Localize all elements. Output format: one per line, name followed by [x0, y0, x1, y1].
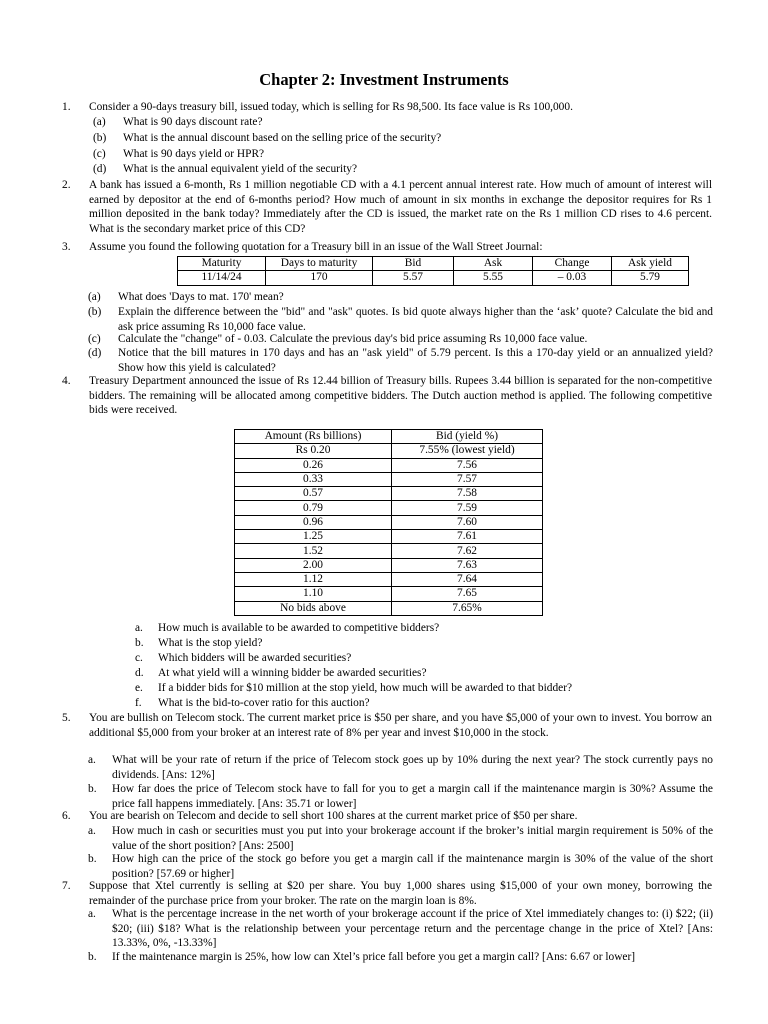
sub-text: If a bidder bids for $10 million at the stop yield, how much will be awarded to that bidder?: [158, 682, 573, 694]
q1-sub-d: [93, 162, 713, 177]
sub-label: (b): [88, 306, 102, 318]
question-5: [62, 711, 712, 740]
table-cell: 11/14/24: [178, 271, 266, 285]
sub-label: (b): [93, 132, 107, 144]
q6-sub-b: [88, 852, 713, 881]
bids-table: [234, 429, 543, 616]
sub-label: b.: [88, 951, 97, 963]
table-cell: 7.63: [392, 558, 543, 572]
table-cell: 0.57: [235, 487, 392, 501]
question-7: [62, 879, 712, 908]
question-number: 5.: [62, 712, 71, 724]
q5-sub-b: [88, 782, 713, 811]
table-row: [235, 501, 543, 515]
q7-sub-b: [88, 950, 713, 965]
table-row: [235, 444, 543, 458]
sub-text: Explain the difference between the "bid" and "ask" quotes. Is bid quote always higher than the ‘ask’ quote? Calculate the bid and ask price assuming Rs 10,000 face value.: [118, 306, 713, 333]
table-header-row: [178, 257, 689, 271]
sub-label: (c): [93, 148, 106, 160]
question-text: You are bullish on Telecom stock. The current market price is $50 per share, and you have $5,000 of your own to invest. You borrow an additional $5,000 from your broker at an interest rate of 8% per year and invest $10,000 in the stock.: [89, 712, 712, 739]
table-header: Ask: [454, 257, 533, 271]
table-cell: 5.57: [373, 271, 454, 285]
q4-sub-d: [135, 666, 715, 681]
table-cell: 1.12: [235, 572, 392, 586]
question-text: A bank has issued a 6-month, Rs 1 million negotiable CD with a 4.1 percent annual interest rate. How much of amount of interest will earned by depositor at the end of 6-months period? How much of amount in six months in exchange the depositor requires for Rs 1 million deposited in the bank today? Immediately after the CD is issued, the market rate on the Rs 1 million CD rises to 4.6 percent. What is the secondary market price of this CD?: [89, 179, 712, 235]
table-row: [235, 458, 543, 472]
question-number: 4.: [62, 375, 71, 387]
sub-text: Calculate the "change" of - 0.03. Calculate the previous day's bid price assuming Rs 10,000 face value.: [118, 333, 588, 345]
table-cell: – 0.03: [533, 271, 612, 285]
q4-sub-c: [135, 651, 715, 666]
table-cell: 7.65: [392, 587, 543, 601]
table-cell: 1.10: [235, 587, 392, 601]
q3-sub-d: [88, 346, 713, 375]
sub-text: What does 'Days to mat. 170' mean?: [118, 291, 284, 303]
sub-text: How far does the price of Telecom stock have to fall for you to get a margin call if the maintenance margin is 30%? Assume the price fall happens immediately. [Ans: 35.71 or lower]: [112, 783, 713, 810]
sub-text: What is the annual equivalent yield of the security?: [123, 163, 358, 175]
q1-sub-b: [93, 131, 713, 146]
sub-label: a.: [135, 622, 143, 634]
q4-sub-e: [135, 681, 715, 696]
sub-text: What will be your rate of return if the price of Telecom stock goes up by 10% during the next year? The stock currently pays no dividends. [Ans: 12%]: [112, 754, 713, 781]
q7-sub-a: [88, 907, 713, 951]
question-text: Treasury Department announced the issue of Rs 12.44 billion of Treasury bills. Rupees 3.44 billion is separated for the non-competitive bidders. The remaining will be allocated among competitive bidders. The Dutch auction method is applied. The following competitive bids were received.: [89, 375, 712, 417]
sub-label: d.: [135, 667, 144, 679]
question-number: 6.: [62, 810, 71, 822]
table-cell: 170: [266, 271, 373, 285]
question-number: 7.: [62, 880, 71, 892]
table-cell: 7.61: [392, 530, 543, 544]
sub-label: (d): [88, 347, 102, 359]
table-row: [235, 530, 543, 544]
table-header: Maturity: [178, 257, 266, 271]
sub-text: If the maintenance margin is 25%, how low can Xtel’s price fall before you get a margin call? [Ans: 6.67 or lower]: [112, 951, 636, 963]
sub-text: At what yield will a winning bidder be awarded securities?: [158, 667, 427, 679]
table-cell: 7.57: [392, 472, 543, 486]
table-row: [178, 271, 689, 285]
sub-label: (a): [88, 291, 101, 303]
q1-sub-c: [93, 147, 713, 162]
table-header: Bid: [373, 257, 454, 271]
table-header-row: [235, 430, 543, 444]
question-text: Consider a 90-days treasury bill, issued today, which is selling for Rs 98,500. Its face value is Rs 100,000.: [89, 101, 573, 113]
sub-label: a.: [88, 825, 96, 837]
table-cell: 7.64: [392, 572, 543, 586]
table-row: [235, 544, 543, 558]
table-cell: 5.79: [612, 271, 689, 285]
sub-text: What is 90 days discount rate?: [123, 116, 263, 128]
sub-label: (a): [93, 116, 106, 128]
table-header: Days to maturity: [266, 257, 373, 271]
q4-sub-a: [135, 621, 715, 636]
q1-sub-a: [93, 115, 713, 130]
table-header: Amount (Rs billions): [235, 430, 392, 444]
table-row: [235, 515, 543, 529]
question-number: 2.: [62, 179, 71, 191]
table-cell: 0.79: [235, 501, 392, 515]
table-cell: 7.62: [392, 544, 543, 558]
table-cell: 7.60: [392, 515, 543, 529]
q3-sub-b: [88, 305, 713, 334]
table-cell: 7.65%: [392, 601, 543, 615]
sub-label: a.: [88, 754, 96, 766]
table-cell: 5.55: [454, 271, 533, 285]
q3-sub-a: [88, 290, 713, 305]
question-text: Assume you found the following quotation for a Treasury bill in an issue of the Wall Street Journal:: [89, 241, 543, 253]
sub-text: How much is available to be awarded to competitive bidders?: [158, 622, 440, 634]
sub-label: b.: [135, 637, 144, 649]
sub-label: b.: [88, 853, 97, 865]
table-row: [235, 587, 543, 601]
question-number: 1.: [62, 101, 71, 113]
sub-text: How much in cash or securities must you put into your brokerage account if the broker’s initial margin requirement is 50% of the value of the short position? [Ans: 2500]: [112, 825, 713, 852]
table-row: [235, 487, 543, 501]
q6-sub-a: [88, 824, 713, 853]
table-header: Ask yield: [612, 257, 689, 271]
table-cell: 0.26: [235, 458, 392, 472]
sub-text: Which bidders will be awarded securities?: [158, 652, 352, 664]
table-cell: No bids above: [235, 601, 392, 615]
table-row: [235, 558, 543, 572]
sub-text: Notice that the bill matures in 170 days and has an "ask yield" of 5.79 percent. Is this a 170-day yield or an annualized yield? Show how this yield is calculated?: [118, 347, 713, 374]
table-cell: 1.52: [235, 544, 392, 558]
question-2: [62, 178, 712, 236]
q3-sub-c: [88, 332, 713, 347]
table-cell: 7.58: [392, 487, 543, 501]
table-row: [235, 572, 543, 586]
table-header: Bid (yield %): [392, 430, 543, 444]
sub-text: What is the annual discount based on the selling price of the security?: [123, 132, 442, 144]
table-cell: 0.33: [235, 472, 392, 486]
sub-label: e.: [135, 682, 143, 694]
sub-text: What is the bid-to-cover ratio for this auction?: [158, 697, 370, 709]
q5-sub-a: [88, 753, 713, 782]
table-cell: 7.59: [392, 501, 543, 515]
question-text: You are bearish on Telecom and decide to sell short 100 shares at the current market price of $50 per share.: [89, 810, 578, 822]
question-text: Suppose that Xtel currently is selling at $20 per share. You buy 1,000 shares using $15,000 of your own money, borrowing the remainder of the purchase price from your broker. The rate on the margin loan is 8%.: [89, 880, 712, 907]
table-cell: 0.96: [235, 515, 392, 529]
quotation-table: [177, 256, 689, 286]
table-cell: 7.55% (lowest yield): [392, 444, 543, 458]
question-3: [62, 240, 712, 255]
page-title: Chapter 2: Investment Instruments: [259, 70, 509, 89]
table-cell: 2.00: [235, 558, 392, 572]
sub-label: (d): [93, 163, 107, 175]
sub-label: f.: [135, 697, 142, 709]
sub-label: c.: [135, 652, 143, 664]
table-row: [235, 601, 543, 615]
q4-sub-b: [135, 636, 715, 651]
table-header: Change: [533, 257, 612, 271]
question-1: [62, 100, 712, 115]
sub-text: What is 90 days yield or HPR?: [123, 148, 265, 160]
sub-label: b.: [88, 783, 97, 795]
question-number: 3.: [62, 241, 71, 253]
table-row: [235, 472, 543, 486]
table-cell: 7.56: [392, 458, 543, 472]
table-cell: Rs 0.20: [235, 444, 392, 458]
question-4: [62, 374, 712, 418]
q4-sub-f: [135, 696, 715, 711]
sub-text: What is the percentage increase in the net worth of your brokerage account if the price of Xtel immediately changes to: (i) $22; (ii) $20; (iii) $18? What is the relationship between your percentage return and the percentage change in the price of Xtel? [Ans: 13.33%, 0%, -13.33%]: [112, 908, 713, 950]
sub-label: a.: [88, 908, 96, 920]
sub-text: What is the stop yield?: [158, 637, 263, 649]
sub-text: How high can the price of the stock go before you get a margin call if the maintenance margin is 30% of the value of the short position? [57.69 or higher]: [112, 853, 713, 880]
question-6: [62, 809, 712, 824]
sub-label: (c): [88, 333, 101, 345]
table-cell: 1.25: [235, 530, 392, 544]
